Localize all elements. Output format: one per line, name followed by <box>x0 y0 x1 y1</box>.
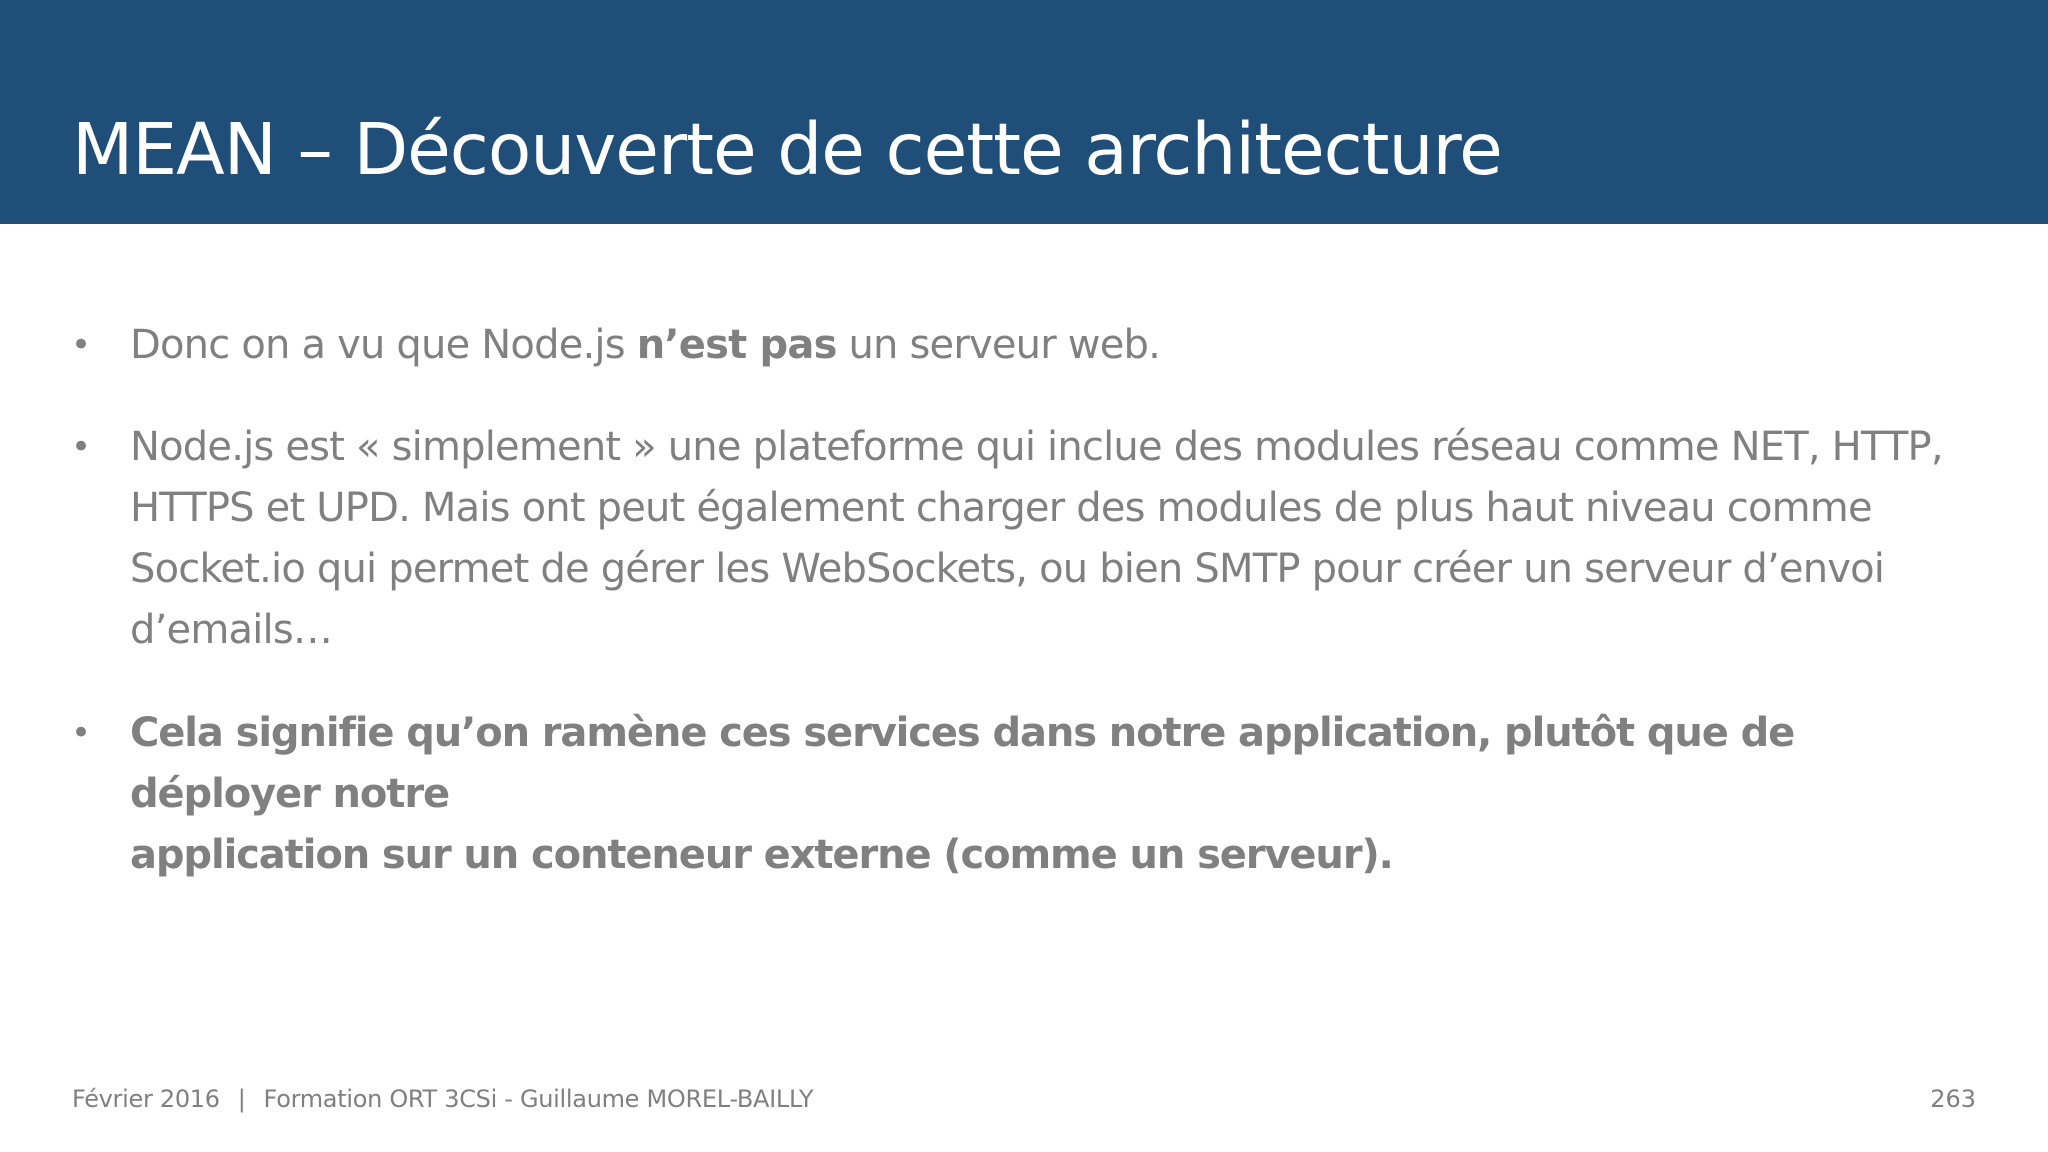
bullet-1-post: un serveur web. <box>836 322 1161 368</box>
bullet-marker: • <box>71 325 92 365</box>
bullet-2-line-2: HTTPS et UPD. Mais ont peut également charger des modules de plus haut niveau comme <box>130 485 1872 531</box>
footer-info <box>72 1084 813 1114</box>
bullet-1-bold: n’est pas <box>636 322 837 368</box>
footer-date: Février 2016 <box>72 1085 220 1113</box>
footer-course: Formation ORT 3CSi - Guillaume MOREL-BAILLY <box>263 1085 814 1113</box>
title-bar <box>0 0 2048 224</box>
bullet-3-line-2: application sur un conteneur externe (comme un serveur). <box>130 832 1393 878</box>
bullet-2-line-4: d’emails… <box>130 607 333 653</box>
bullet-1-pre: Donc on a vu que Node.js <box>130 322 637 368</box>
footer-separator: | <box>237 1085 246 1113</box>
page-number: 263 <box>1930 1085 1976 1113</box>
bullet-marker: • <box>71 713 92 753</box>
slide-title: MEAN – Découverte de cette architecture <box>72 108 1502 191</box>
bullet-2-line-1: Node.js est « simplement » une plateforme qui inclue des modules réseau comme NET, HTTP, <box>130 424 1943 470</box>
bullet-marker: • <box>71 427 92 467</box>
bullet-3-line-1: Cela signifie qu’on ramène ces services dans notre application, plutôt que de déployer notre <box>130 710 1795 817</box>
bullet-2-line-3: Socket.io qui permet de gérer les WebSockets, ou bien SMTP pour créer un serveur d’envoi <box>130 546 1885 592</box>
bullet-text-3 <box>130 703 1990 886</box>
bullet-text-1 <box>130 315 1990 376</box>
bullet-text-2 <box>130 417 1990 661</box>
